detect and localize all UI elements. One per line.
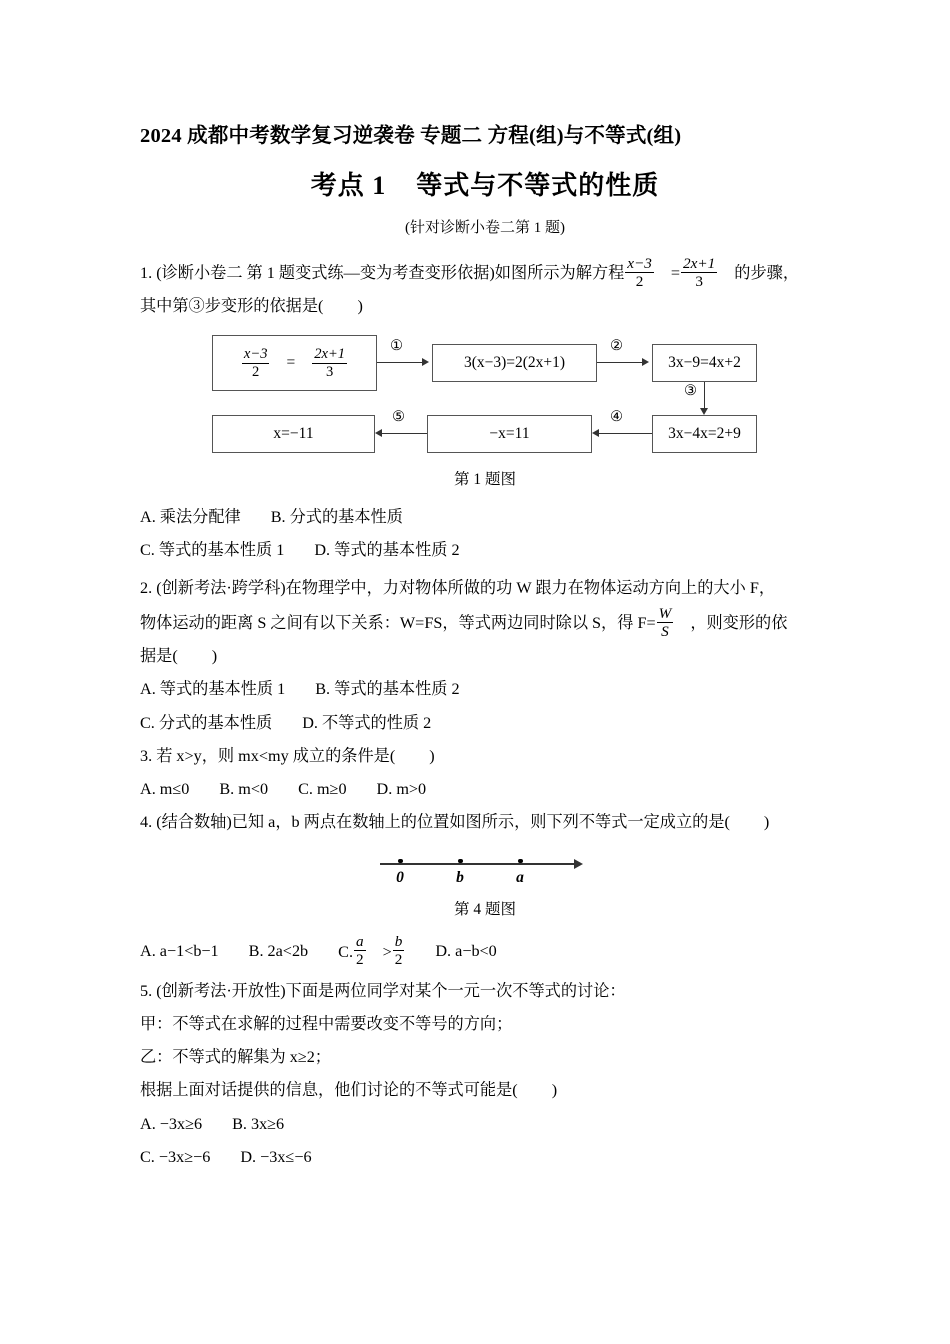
question-4-option-d: D. a−b<0 xyxy=(435,942,497,961)
number-line-label-b: b xyxy=(456,869,464,887)
question-1-option-c: C. 等式的基本性质 1 xyxy=(140,541,285,560)
flow-box-step4: −x=11 xyxy=(427,415,592,453)
flow-box-equation: $\frac{x-3}{2}$ = $\frac{2x+1}{3}$ xyxy=(212,335,377,391)
question-1-option-row-1 xyxy=(140,501,830,534)
question-4-options xyxy=(140,933,830,968)
equation-fraction-left: $\frac{x-3}{2}$ xyxy=(627,254,652,290)
flow-arrow-4 xyxy=(592,429,599,437)
question-1 xyxy=(140,255,830,324)
equation-fraction-right: $\frac{2x+1}{3}$ xyxy=(683,254,716,290)
question-4-number-line xyxy=(140,845,830,895)
question-2 xyxy=(140,572,830,674)
question-3-option-c: C. m≥0 xyxy=(298,779,347,798)
question-2-text-a: 物体运动的距离 S 之间有以下关系：W=FS，等式两边同时除以 S，得 F= xyxy=(140,613,656,632)
question-2-option-c: C. 分式的基本性质 xyxy=(140,713,273,732)
flow-arrow-1 xyxy=(422,358,429,366)
number-line-axis xyxy=(380,863,574,865)
section-number: 考点 1 xyxy=(310,170,387,200)
number-line-label-a: a xyxy=(516,869,524,887)
question-4-figure-caption: 第 4 题图 xyxy=(453,901,516,919)
flow-fraction-left: $\frac{x-3}{2}$ xyxy=(243,346,268,380)
number-line-point-0 xyxy=(398,859,403,864)
flow-arrow-2 xyxy=(642,358,649,366)
question-4-option-b: B. 2a<2b xyxy=(248,942,309,961)
flow-line-2 xyxy=(597,362,643,363)
question-4-line-1: 4. (结合数轴)已知 a，b 两点在数轴上的位置如图所示，则下列不等式一定成立的是( ) xyxy=(140,813,770,832)
flow-fraction-right: $\frac{2x+1}{3}$ xyxy=(314,346,346,380)
flow-box-step1: 3(x−3)=2(2x+1) xyxy=(432,344,597,382)
question-3 xyxy=(140,740,830,773)
question-1-option-row-2 xyxy=(140,534,830,567)
question-2-text-b: ，则变形的依 xyxy=(690,613,788,632)
question-3-option-row-1 xyxy=(140,773,830,806)
question-3-option-b: B. m<0 xyxy=(219,779,269,798)
number-line-arrow-icon xyxy=(574,859,583,869)
question-4-option-c: C. $\frac{a}{2}$ > $\frac{b}{2}$ xyxy=(338,933,403,969)
flow-step-4: ④ xyxy=(610,409,623,426)
question-1-option-d: D. 等式的基本性质 2 xyxy=(314,541,460,560)
question-1-flowchart xyxy=(140,335,830,457)
question-5-option-row-1 xyxy=(140,1108,830,1141)
question-5-option-d: D. −3x≤−6 xyxy=(240,1147,312,1166)
question-5-line-1: 5. (创新考法·开放性)下面是两位同学对某个一元一次不等式的讨论： xyxy=(140,981,626,1000)
flow-box-step2: 3x−9=4x+2 xyxy=(652,344,757,382)
question-5-option-c: C. −3x≥−6 xyxy=(140,1147,211,1166)
question-5-line-3: 乙：不等式的解集为 x≥2； xyxy=(140,1048,331,1067)
flow-box-step5: x=−11 xyxy=(212,415,375,453)
question-1-line-1 xyxy=(140,255,830,290)
question-2-option-row-2 xyxy=(140,707,830,740)
flow-step-2: ② xyxy=(610,338,623,355)
question-1-text-b: 的步骤， xyxy=(734,263,800,282)
number-line-point-b xyxy=(458,859,463,864)
flow-arrow-3 xyxy=(700,408,708,415)
question-2-line-1: 2. (创新考法·跨学科)在物理学中，力对物体所做的功 W 跟力在物体运动方向上的大小 F， xyxy=(140,578,776,597)
question-5-line-2: 甲：不等式在求解的过程中需要改变不等号的方向； xyxy=(140,1014,513,1033)
question-5-line-4: 根据上面对话提供的信息，他们讨论的不等式可能是( ) xyxy=(140,1081,558,1100)
question-3-options xyxy=(140,773,830,806)
number-line-label-0: 0 xyxy=(396,869,404,887)
option-c-fraction-2: $\frac{b}{2}$ xyxy=(394,933,403,969)
question-2-option-d: D. 不等式的性质 2 xyxy=(302,713,432,732)
question-3-option-a: A. m≤0 xyxy=(140,779,190,798)
flow-step-5: ⑤ xyxy=(392,409,405,426)
question-1-options xyxy=(140,501,830,567)
flow-line-5 xyxy=(382,433,427,434)
question-4 xyxy=(140,806,830,839)
question-5-options xyxy=(140,1108,830,1174)
equals-sign: = xyxy=(670,263,681,282)
flow-step-3: ③ xyxy=(684,383,697,400)
section-heading xyxy=(140,165,830,202)
question-1-text-a: 1. (诊断小卷二 第 1 题变式练—变为考查变形依据)如图所示为解方程 xyxy=(140,263,625,282)
document-title: 2024 成都中考数学复习逆袭卷 专题二 方程(组)与不等式(组) xyxy=(140,125,682,147)
question-5 xyxy=(140,975,830,1108)
option-c-fraction-1: $\frac{a}{2}$ xyxy=(356,933,364,969)
flow-arrow-5 xyxy=(375,429,382,437)
question-3-line-1: 3. 若 x>y，则 mx<my 成立的条件是( ) xyxy=(140,746,435,765)
flow-line-3 xyxy=(704,382,705,410)
section-subtitle: (针对诊断小卷二第 1 题) xyxy=(405,219,565,236)
question-4-option-row-1 xyxy=(140,933,830,968)
question-2-line-2 xyxy=(140,605,830,640)
question-5-option-a: A. −3x≥6 xyxy=(140,1114,203,1133)
flow-line-4 xyxy=(599,433,652,434)
question-4-option-a: A. a−1<b−1 xyxy=(140,942,219,961)
flow-box-step3: 3x−4x=2+9 xyxy=(652,415,757,453)
flow-line-1 xyxy=(377,362,423,363)
question-1-figure-caption: 第 1 题图 xyxy=(453,471,516,489)
page-content xyxy=(140,0,830,1174)
question-3-option-d: D. m>0 xyxy=(376,779,427,798)
question-2-options xyxy=(140,673,830,739)
number-line-point-a xyxy=(518,859,523,864)
question-1-option-b: B. 分式的基本性质 xyxy=(270,508,403,527)
question-2-option-row-1 xyxy=(140,673,830,706)
question-5-option-row-2 xyxy=(140,1141,830,1174)
question-1-line-2: 其中第③步变形的依据是( ) xyxy=(140,296,363,315)
question-2-option-b: B. 等式的基本性质 2 xyxy=(315,680,460,699)
flow-step-1: ① xyxy=(390,338,403,355)
question-2-option-a: A. 等式的基本性质 1 xyxy=(140,680,286,699)
question-5-option-b: B. 3x≥6 xyxy=(232,1114,285,1133)
work-formula-fraction: $\frac{W}{S}$ xyxy=(658,604,672,640)
section-name: 等式与不等式的性质 xyxy=(416,170,660,200)
question-2-line-3: 据是( ) xyxy=(140,647,218,666)
question-1-option-a: A. 乘法分配律 xyxy=(140,508,241,527)
